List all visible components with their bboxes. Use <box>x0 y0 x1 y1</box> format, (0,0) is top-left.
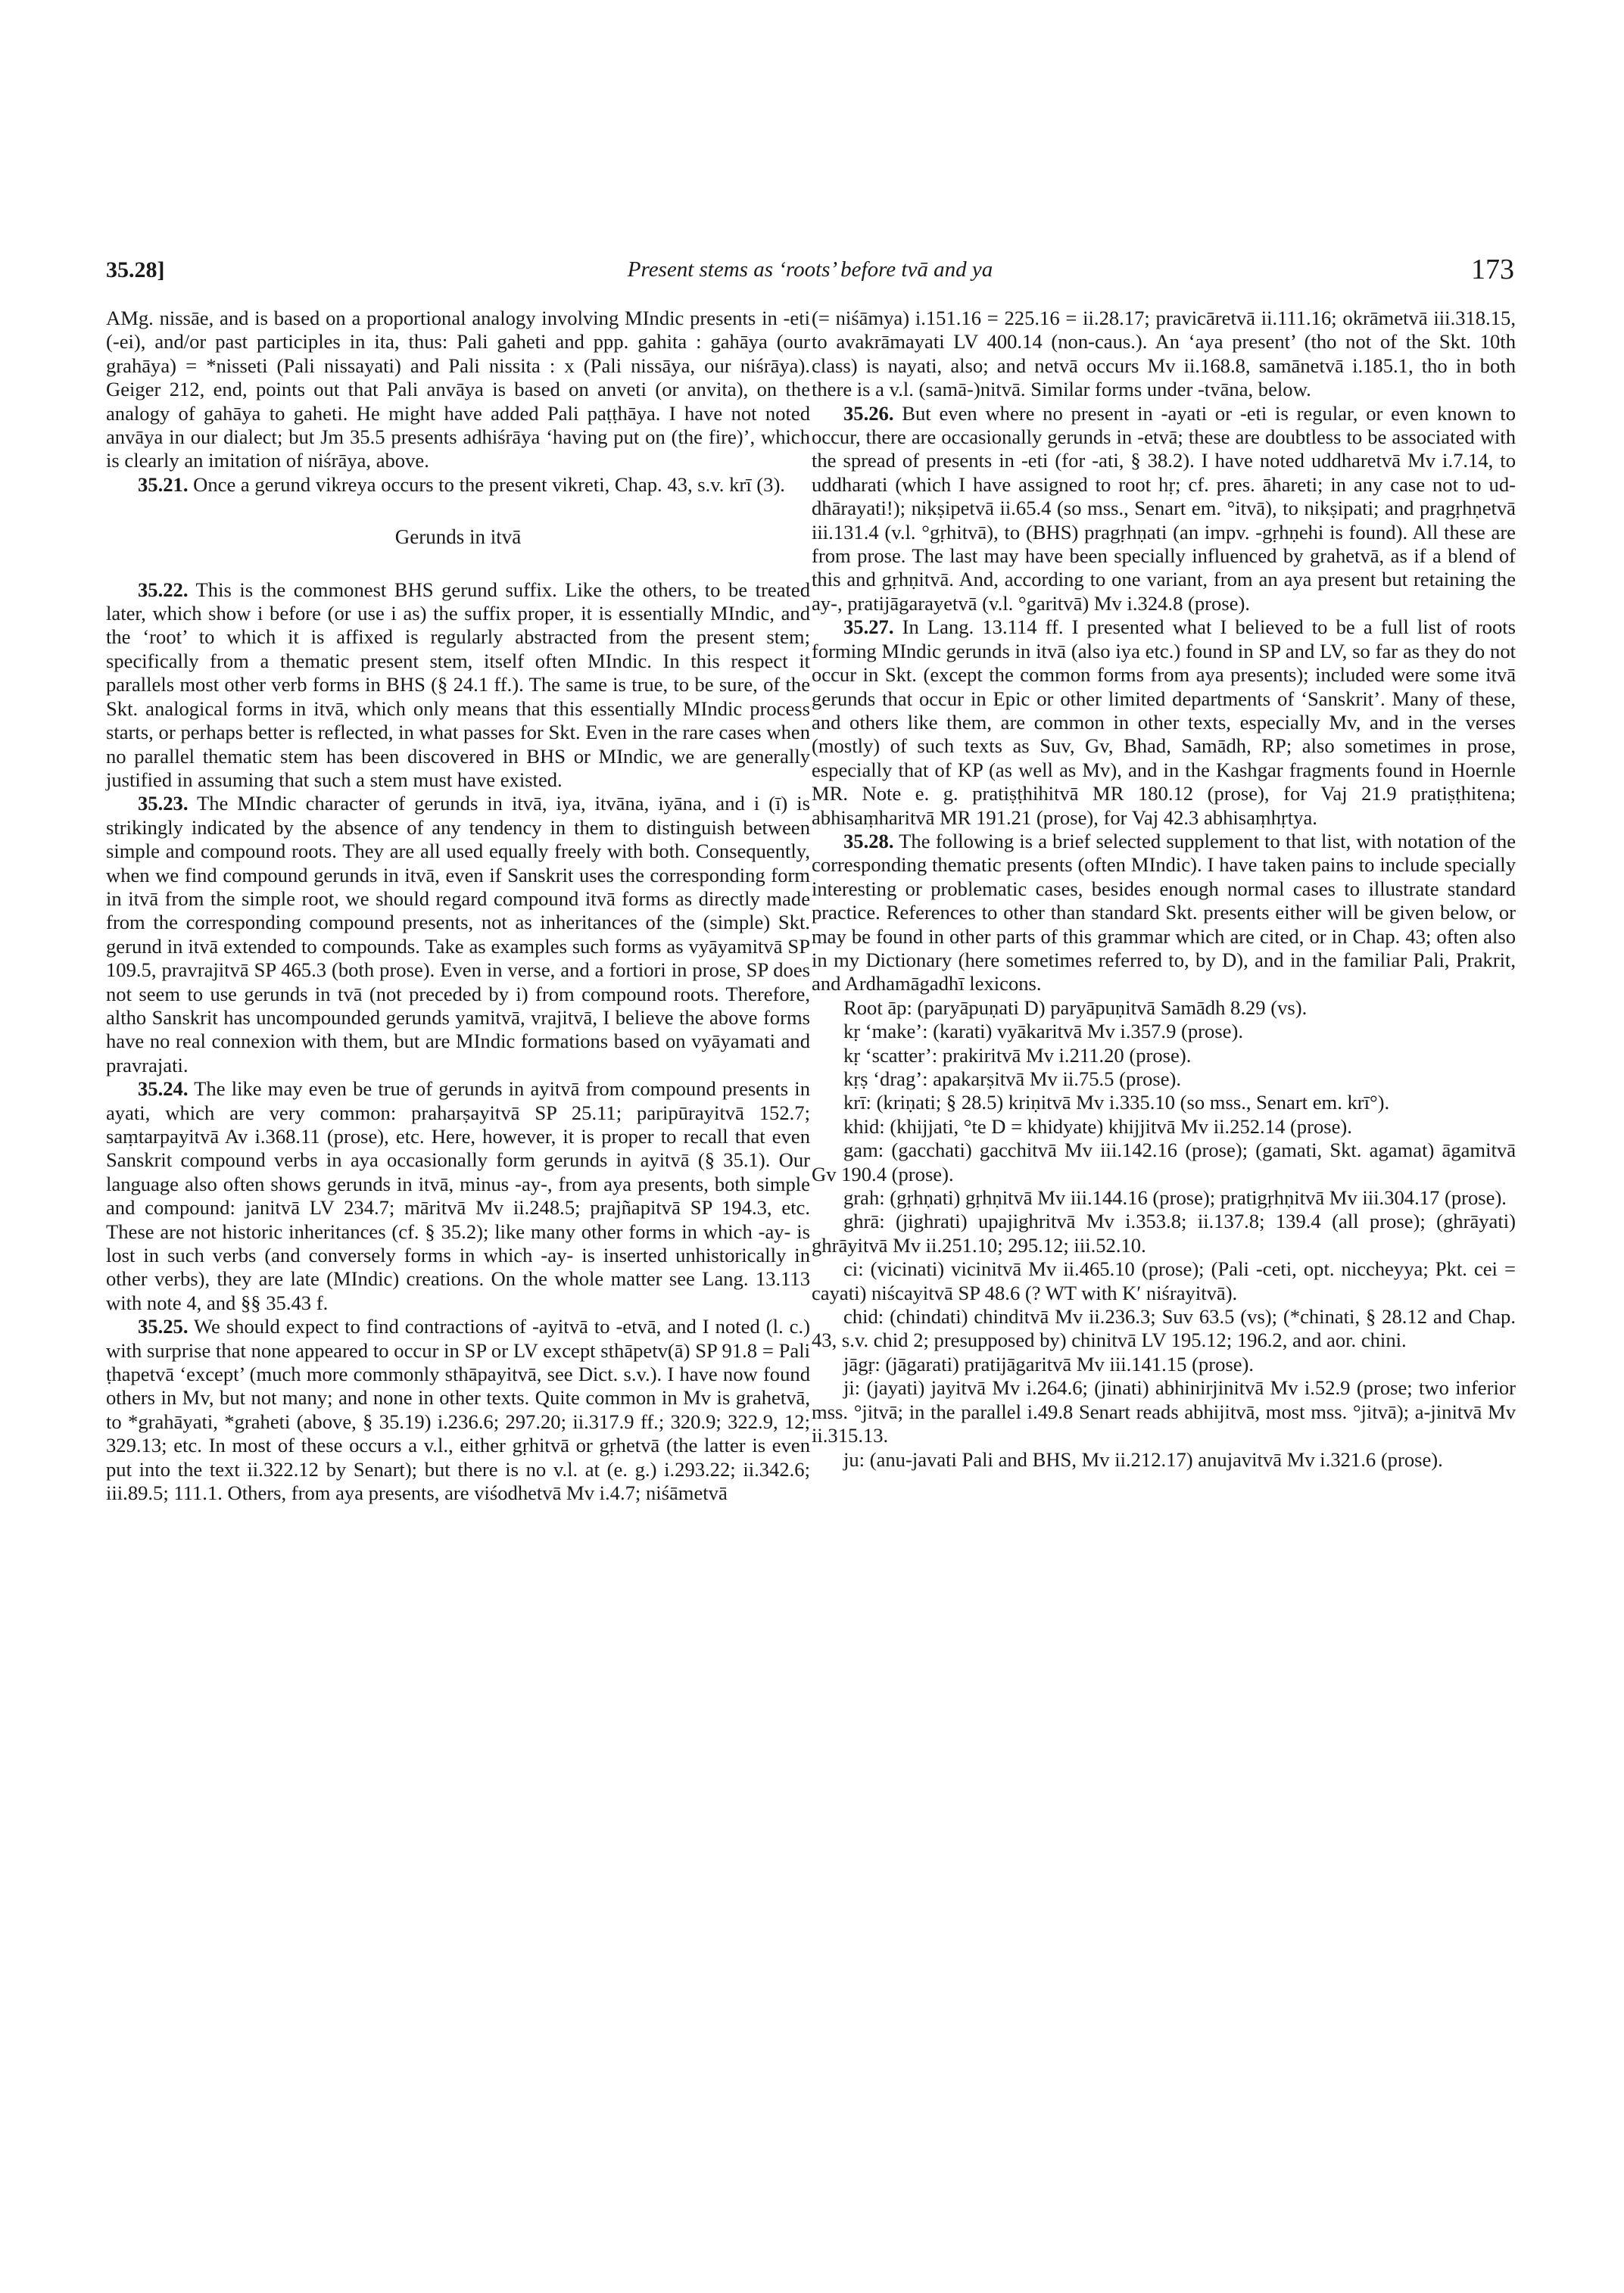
running-title: Present stems as ‘roots’ before tvā and ya <box>627 257 993 282</box>
subheading: Gerunds in itvā <box>394 525 522 549</box>
section-number: 35.24. <box>138 1077 189 1101</box>
right-column <box>812 307 1516 1472</box>
section-number: 35.27. <box>843 615 894 639</box>
section-text: The like may even be true of gerunds in ayitvā from compound presents in ayati, which are very common: praharṣayitvā SP 25.11; paripūrayitvā 152.7; saṃtarpayitvā Av i.368.11 (prose), etc. Here, however, it is proper to recall that even Sanskrit compound verbs in aya occasionally form gerunds in ayitvā (§ 35.1). Our language also often shows gerunds in itvā, minus -ay-, from aya presents, both simple and compound: janitvā LV 234.7; māritvā Mv ii.248.5; prajñapitvā SP 194.3, etc. These are not historic inheritances (cf. § 35.2); like many other forms in which -ay- is lost in such verbs (and conversely forms in which -ay- is inserted unhistorically in other verbs), they are late (MIndic) creations. On the whole matter see Lang. 13.113 with note 4, and §§ 35.43 f. <box>106 1077 810 1314</box>
entry-jagr: jāgṛ: (jāgarati) pratijāgaritvā Mv iii.141.15 (prose). <box>843 1352 1255 1375</box>
section-number: 35.25. <box>138 1315 189 1338</box>
left-column <box>106 307 810 1506</box>
paragraph-continued: AMg. nissāe, and is based on a proportional analogy involving MIndic presents in -eti (-ei), and/or past participles in ita, thus: Pali gaheti and ppp. gahita : gahāya (our grahāya) = *nisseti (Pali nissayati) and Pali nissita : x (Pali nissāya, our niśrāya). Geiger 212, end, points out that Pali anvāya is based on anveti (or anvita), on the analogy of gahāya to gaheti. He might have added Pali paṭṭhāya. I have not noted anvāya in our dialect; but Jm 35.5 presents adhiśrāya ‘having put on (the fire)’, which is clearly an imitation of niśrāya, above. <box>106 307 810 472</box>
entry-krs: kṛṣ ‘drag’: apakarṣitvā Mv ii.75.5 (prose). <box>843 1067 1182 1090</box>
section-35-27 <box>812 615 1516 830</box>
entry-grah: grah: (gṛhṇati) gṛhṇitvā Mv iii.144.16 (prose); pratigṛhṇitvā Mv iii.304.17 (prose). <box>843 1186 1507 1210</box>
section-number: 35.22. <box>138 578 189 601</box>
section-number: 35.21. <box>138 472 189 496</box>
section-35-25 <box>106 1315 810 1505</box>
entry-gam: gam: (gacchati) gacchitvā Mv iii.142.16 (prose); (gamati, Skt. agamat) āgamitvā Gv 190.4 (prose). <box>812 1139 1516 1185</box>
section-35-28 <box>812 830 1516 996</box>
section-35-23 <box>106 792 810 1077</box>
entry-chid: chid: (chindati) chinditvā Mv ii.236.3; Suv 63.5 (vs); (*chinati, § 28.12 and Chap. 43, s.v. chid 2; presupposed by) chinitvā LV 195.12; 196.2, and aor. chini. <box>812 1305 1516 1352</box>
running-header <box>106 254 1514 295</box>
section-35-26 <box>812 402 1516 616</box>
paragraph-continued: (= niśāmya) i.151.16 = 225.16 = ii.28.17; pravicāretvā ii.111.16; okrāmetvā iii.318.15, to avakrāmayati LV 400.14 (non-caus.). An ‘aya present’ (tho not of the Skt. 10th class) is nayati, also; and netvā occurs Mv ii.168.8, samānetvā i.185.1, tho in both there is a v.l. (samā-)nitvā. Similar forms under -tvāna, below. <box>812 307 1516 401</box>
entry-kri: krī: (kriṇati; § 28.5) kriṇitvā Mv i.335.10 (so mss., Senart em. krī°). <box>843 1091 1390 1114</box>
entry-kr-make: kṛ ‘make’: (karati) vyākaritvā Mv i.357.9 (prose). <box>843 1020 1243 1043</box>
entry-ghra: ghrā: (jighrati) upajighritvā Mv i.353.8; ii.137.8; 139.4 (all prose); (ghrāyati) ghrāyitvā Mv ii.251.10; 295.12; iii.52.10. <box>812 1210 1516 1257</box>
entry-ap: Root āp: (paryāpuṇati D) paryāpuṇitvā Samādh 8.29 (vs). <box>843 995 1308 1019</box>
section-text: But even where no present in -ayati or -eti is regular, or even known to occur, there are occasionally gerunds in -etvā; these are doubtless to be associated with the spread of presents in -eti (for -ati, § 38.2). I have noted uddharetvā Mv i.7.14, to uddharati (which I have assigned to root hṛ; cf. pres. āhareti; in any case not to ud-dhārayati!); nikṣipetvā ii.65.4 (so mss., Senart em. °itvā), to nikṣipati; and pragṛhṇetvā iii.131.4 (v.l. °gṛhitvā), to (BHS) pragṛhṇati (an impv. -gṛhṇehi is found). All these are from prose. The last may have been specially influenced by grahetvā, as if a blend of this and gṛhṇitvā. And, according to one variant, from an aya present but retaining the ay-, pratijāgarayetvā (v.l. °garitvā) Mv i.324.8 (prose). <box>812 401 1516 615</box>
section-35-21 <box>106 473 810 497</box>
section-text: We should expect to find contractions of -ayitvā to -etvā, and I noted (l. c.) with surprise that none appeared to occur in SP or LV except sthāpetv(ā) SP 91.8 = Pali ṭhapetvā ‘except’ (much more commonly sthāpayitvā, see Dict. s.v.). I have now found others in Mv, but not many; and none in other texts. Quite common in Mv is grahetvā, to *grahāyati, *graheti (above, § 35.19) i.236.6; 297.20; ii.317.9 ff.; 320.9; 322.9, 12; 329.13; etc. In most of these occurs a v.l., either gṛhitvā or gṛhetvā (the latter is even put into the text ii.322.12 by Senart); but there is no v.l. at (e. g.) i.293.22; ii.342.6; iii.89.5; 111.1. Others, from aya presents, are viśodhetvā Mv i.4.7; niśāmetvā <box>106 1315 810 1505</box>
section-text: The following is a brief selected supplement to that list, with notation of the corresponding thematic presents (often MIndic). I have taken pains to include specially interesting or problematic cases, besides enough normal cases to illustrate standard practice. References to other than standard Skt. presents either will be given below, or may be found in other parts of this grammar which are cited, or in Chap. 43; often also in my Dictionary (here sometimes referred to, by D), and in the familiar Pali, Prakrit, and Ardhamāgadhī lexicons. <box>812 829 1516 995</box>
section-number: 35.23. <box>138 792 189 815</box>
section-number: 35.28. <box>843 829 894 852</box>
entry-ci: ci: (vicinati) vicinitvā Mv ii.465.10 (prose); (Pali -ceti, opt. niccheyya; Pkt. cei = cayati) niścayitvā SP 48.6 (? WT with K′ niśrayitvā). <box>812 1257 1516 1304</box>
section-text: Once a gerund vikreya occurs to the present vikreti, Chap. 43, s.v. krī (3). <box>188 472 785 496</box>
entry-khid: khid: (khijjati, °te D = khidyate) khijjitvā Mv ii.252.14 (prose). <box>843 1114 1352 1138</box>
section-reference: 35.28] <box>106 257 165 282</box>
page-number: 173 <box>1471 254 1514 285</box>
section-text: The MIndic character of gerunds in itvā, iya, itvāna, iyāna, and i (ī) is strikingly indicated by the absence of any tendency in them to distinguish between simple and compound roots. They are all used equally freely with both. Consequently, when we find compound gerunds in itvā, even if Sanskrit uses the corresponding form in itvā from the simple root, we should regard compound itvā forms as directly made from the corresponding compound presents, not as inheritances of the (simple) Skt. gerund in itvā extended to compounds. Take as examples such forms as vyāyamitvā SP 109.5, pravrajitvā SP 465.3 (both prose). Even in verse, and a fortiori in prose, SP does not seem to use gerunds in tvā (not preceded by i) from compound roots. Therefore, altho Sanskrit has uncompounded gerunds yamitvā, vrajitvā, I believe the above forms have no real connexion with them, but are MIndic formations based on vyāyamati and pravrajati. <box>106 792 810 1076</box>
section-text: This is the commonest BHS gerund suffix. Like the others, to be treated later, which show i before (or use i as) the suffix proper, it is essentially MIndic, and the ‘root’ to which it is affixed is regularly abstracted from the present stem; specifically from a thematic present stem, itself often MIndic. In this respect it parallels most other verb forms in BHS (§ 24.1 ff.). The same is true, to be sure, of the Skt. analogical forms in itvā, which only means that this essentially MIndic process starts, or perhaps better is reflected, in what passes for Skt. Even in the rare cases when no parallel thematic stem has been discovered in BHS or MIndic, we are generally justified in assuming that such a stem must have existed. <box>106 578 810 791</box>
entry-ju: ju: (anu-javati Pali and BHS, Mv ii.212.17) anujavitvā Mv i.321.6 (prose). <box>843 1447 1443 1471</box>
entry-kr-scatter: kṛ ‘scatter’: prakiritvā Mv i.211.20 (prose). <box>843 1043 1192 1067</box>
section-number: 35.26. <box>843 401 894 425</box>
section-text: In Lang. 13.114 ff. I presented what I believed to be a full list of roots forming MIndic gerunds in itvā (also iya etc.) found in SP and LV, so far as they do not occur in Skt. (except the common forms from aya presents); included were some itvā gerunds that occur in Epic or other limited departments of ‘Sanskrit’. Many of these, and others like them, are common in other texts, especially Mv, and in the verses (mostly) of such texts as Suv, Gv, Bhad, Samādh, RP; also sometimes in prose, especially that of KP (as well as Mv), and in the Kashgar fragments found in Hoernle MR. Note e. g. pratiṣṭhihitvā MR 180.12 (prose), for Vaj 21.9 pratiṣṭhitena; abhisaṃharitvā MR 191.21 (prose), for Vaj 42.3 abhisaṃhṛtya. <box>812 615 1516 829</box>
section-35-24 <box>106 1077 810 1315</box>
entry-ji: ji: (jayati) jayitvā Mv i.264.6; (jinati) abhinirjinitvā Mv i.52.9 (prose; two inferior mss. °jitvā; in the parallel i.49.8 Senart reads abhijitvā, most mss. °jitvā); a-jinitvā Mv ii.315.13. <box>812 1376 1516 1447</box>
section-35-22 <box>106 578 810 793</box>
